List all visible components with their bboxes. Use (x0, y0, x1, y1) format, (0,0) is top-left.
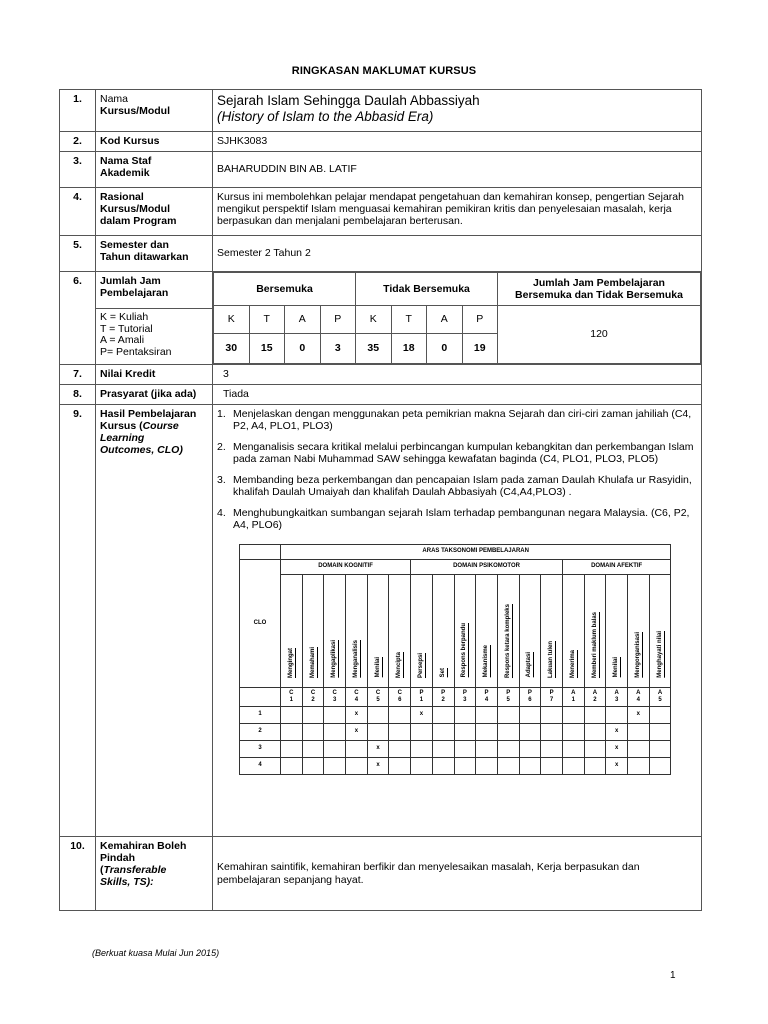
label-line: Akademik (100, 167, 150, 180)
taxonomy-mark (562, 723, 584, 740)
taxonomy-code-number: 6 (528, 696, 532, 703)
taxonomy-mark (606, 706, 628, 723)
taxonomy-mark (302, 740, 324, 757)
taxonomy-code-number: 3 (614, 696, 619, 703)
taxonomy-mark (497, 757, 519, 774)
taxonomy-code (411, 687, 433, 706)
taxonomy-code-letter: P (549, 689, 554, 696)
taxonomy-code-letter: C (397, 689, 402, 696)
taxonomy-code-number: 2 (311, 696, 315, 703)
taxonomy-level (519, 574, 541, 687)
taxonomy-mark (584, 723, 606, 740)
total-header-line: Bersemuka dan Tidak Bersemuka (515, 289, 683, 301)
hours-value: 30 (214, 334, 250, 364)
taxonomy-level (628, 574, 650, 687)
label-line: Kemahiran Boleh (100, 840, 187, 852)
taxonomy-clo-row (240, 723, 671, 740)
taxonomy-mark (649, 740, 671, 757)
row-label (96, 236, 213, 272)
taxonomy-mark: x (606, 723, 628, 740)
taxonomy-mark (476, 757, 498, 774)
row-label: Kod Kursus (96, 132, 213, 152)
taxonomy-code-letter: P (462, 689, 467, 696)
taxonomy-mark (649, 723, 671, 740)
outcome-item: 1. Menjelaskan dengan menggunakan peta pemikrian makna Sejarah dan ciri-ciri zaman jahiliah (C4, P2, A4, PLO1, PLO3) (217, 408, 692, 433)
taxonomy-code-number: 3 (333, 696, 337, 703)
taxonomy-mark (519, 757, 541, 774)
label-line: Jumlah Jam (100, 275, 161, 287)
hours-value: 0 (285, 334, 321, 364)
taxonomy-mark (389, 706, 411, 723)
label-line: Tahun ditawarkan (100, 251, 189, 264)
taxonomy-corner (240, 544, 281, 559)
taxonomy-mark (324, 723, 346, 740)
rationale-text: Kursus ini membolehkan pelajar mendapat pengetahuan dan kemahiran konsep, pengertian Sejarah mengikut perspektif Islam menguasai kemahiran pemikiran kritis dan penyelesaian masalah, kerja berpasukan dan menjalani pembelajaran berterusan. (213, 188, 702, 236)
legend-item: A = Amali (100, 334, 145, 347)
label-line: Nama Staf (100, 155, 152, 167)
taxonomy-code-letter: A (592, 689, 598, 696)
bersemuka-header: Bersemuka (214, 273, 356, 306)
taxonomy-level-row (240, 574, 671, 687)
taxonomy-code (324, 687, 346, 706)
taxonomy-mark (476, 706, 498, 723)
taxonomy-mark (541, 706, 563, 723)
taxonomy-mark (454, 706, 476, 723)
taxonomy-mark (281, 740, 303, 757)
taxonomy-mark (649, 757, 671, 774)
taxonomy-level (497, 574, 519, 687)
taxonomy-code (389, 687, 411, 706)
row-course-name (60, 90, 702, 132)
taxonomy-mark (649, 706, 671, 723)
taxonomy-mark (389, 723, 411, 740)
taxonomy-level-label: Set (439, 668, 446, 678)
taxonomy-title: ARAS TAKSONOMI PEMBELAJARAN (281, 544, 671, 559)
row-number: 5. (60, 236, 96, 272)
taxonomy-level (389, 574, 411, 687)
label-line: Course (142, 420, 179, 433)
label-line: Pembelajaran (100, 287, 169, 300)
domain-header: DOMAIN PSIKOMOTOR (411, 559, 563, 574)
staff-name: BAHARUDDIN BIN AB. LATIF (213, 152, 702, 188)
taxonomy-mark (584, 757, 606, 774)
row-number: 10. (60, 837, 96, 911)
taxonomy-code-row (240, 687, 671, 706)
taxonomy-level-label: Mencipta (396, 651, 403, 678)
prerequisite-value: Tiada (213, 385, 702, 405)
taxonomy-level (562, 574, 584, 687)
hours-col-label: A (427, 306, 463, 334)
label-line: Nama (100, 93, 129, 105)
taxonomy-mark (367, 706, 389, 723)
row-label: Nilai Kredit (96, 365, 213, 385)
taxonomy-mark (562, 706, 584, 723)
taxonomy-mark (584, 740, 606, 757)
taxonomy-mark: x (367, 740, 389, 757)
row-label (96, 152, 213, 188)
taxonomy-level (411, 574, 433, 687)
hours-col-label: A (285, 306, 321, 334)
credit-value: 3 (213, 365, 702, 385)
taxonomy-mark (454, 723, 476, 740)
taxonomy-code-letter: P (484, 689, 489, 696)
hours-col-label: K (214, 306, 250, 334)
hours-legend (96, 309, 212, 361)
taxonomy-code-letter: A (614, 689, 619, 696)
taxonomy-level-label: Menilai (613, 657, 620, 678)
taxonomy-code-letter: C (354, 689, 359, 696)
legend-item: T = Tutorial (100, 322, 153, 335)
course-title-ms: Sejarah Islam Sehingga Daulah Abbassiyah (217, 93, 480, 108)
hours-table (213, 272, 701, 364)
taxonomy-code-letter: P (419, 689, 424, 696)
taxonomy-code-letter: C (310, 689, 316, 696)
label-line: Hasil Pembelajaran (100, 408, 197, 420)
taxonomy-mark (628, 740, 650, 757)
taxonomy-level (324, 574, 346, 687)
taxonomy-level-label: Mengingat (287, 647, 294, 678)
row-number: 1. (60, 90, 96, 132)
page-title: RINGKASAN MAKLUMAT KURSUS (291, 65, 477, 77)
taxonomy-mark (584, 706, 606, 723)
taxonomy-clo-row (240, 757, 671, 774)
row-value (213, 90, 702, 132)
taxonomy-code (628, 687, 650, 706)
taxonomy-mark (454, 757, 476, 774)
taxonomy-table (239, 544, 671, 775)
taxonomy-code (584, 687, 606, 706)
transferable-skills-text: Kemahiran saintifik, kemahiran berfikir dan menyelesaikan masalah, Kerja berpasukan dan pembelajaran sepanjang hayat. (213, 837, 702, 911)
row-prerequisite (60, 385, 702, 405)
taxonomy-mark (562, 757, 584, 774)
course-code: SJHK3083 (213, 132, 702, 152)
row-label (96, 405, 213, 837)
taxonomy-mark (346, 740, 368, 757)
taxonomy-level-label: Lakuan tulen (548, 640, 555, 678)
clo-number: 1 (240, 706, 281, 723)
label-line: Learning (100, 432, 145, 445)
taxonomy-level-label: Menilai (374, 657, 381, 678)
row-credit (60, 365, 702, 385)
row-number: 3. (60, 152, 96, 188)
taxonomy-mark: x (346, 706, 368, 723)
taxonomy-code-number: 5 (658, 696, 662, 703)
taxonomy-mark (389, 757, 411, 774)
hours-col-label: P (320, 306, 356, 334)
label-line: Pindah (100, 852, 136, 865)
taxonomy-mark (519, 740, 541, 757)
taxonomy-code-number: 7 (549, 696, 554, 703)
taxonomy-level (346, 574, 368, 687)
taxonomy-code (562, 687, 584, 706)
row-number: 7. (60, 365, 96, 385)
taxonomy-code-letter: C (332, 689, 337, 696)
taxonomy-code-number: 4 (354, 696, 359, 703)
taxonomy-level (584, 574, 606, 687)
taxonomy-mark (411, 757, 433, 774)
taxonomy-code-blank (240, 687, 281, 706)
row-number: 4. (60, 188, 96, 236)
taxonomy-code-number: 2 (593, 696, 597, 703)
taxonomy-level (476, 574, 498, 687)
taxonomy-code-letter: C (289, 689, 294, 696)
total-hours-value: 120 (498, 306, 701, 364)
taxonomy-mark (541, 757, 563, 774)
taxonomy-code-number: 2 (441, 696, 445, 703)
taxonomy-code (476, 687, 498, 706)
hours-col-label: P (462, 306, 498, 334)
hours-col-label: K (356, 306, 392, 334)
row-learning-outcomes (60, 405, 702, 837)
taxonomy-mark (432, 706, 454, 723)
taxonomy-level (367, 574, 389, 687)
taxonomy-mark (324, 740, 346, 757)
taxonomy-code-number: 6 (398, 696, 402, 703)
row-rationale (60, 188, 702, 236)
label-line: Kursus/Modul (100, 203, 170, 216)
taxonomy-level-label: Memberi maklum balas (591, 611, 598, 678)
label-line: dalam Program (100, 215, 177, 228)
row-number: 6. (60, 272, 96, 365)
taxonomy-code-number: 5 (506, 696, 510, 703)
taxonomy-mark: x (606, 740, 628, 757)
hours-value: 3 (320, 334, 356, 364)
taxonomy-code (497, 687, 519, 706)
taxonomy-code-number: 1 (571, 696, 575, 703)
taxonomy-mark: x (628, 706, 650, 723)
taxonomy-mark (432, 757, 454, 774)
taxonomy-code-letter: P (527, 689, 532, 696)
taxonomy-mark (281, 723, 303, 740)
taxonomy-clo-row (240, 740, 671, 757)
taxonomy-code (432, 687, 454, 706)
row-label (96, 90, 213, 132)
taxonomy-code-letter: A (657, 689, 663, 696)
taxonomy-mark: x (606, 757, 628, 774)
taxonomy-level (302, 574, 324, 687)
outcomes-cell (213, 405, 702, 837)
taxonomy-code (519, 687, 541, 706)
taxonomy-level (606, 574, 628, 687)
taxonomy-mark (476, 740, 498, 757)
taxonomy-mark (628, 757, 650, 774)
label-line: Kursus/Modul (100, 105, 170, 118)
row-label: Prasyarat (jika ada) (96, 385, 213, 405)
taxonomy-mark (519, 706, 541, 723)
page-number: 1 (670, 970, 676, 981)
taxonomy-mark (497, 706, 519, 723)
taxonomy-code-letter: A (571, 689, 576, 696)
taxonomy-mark (346, 757, 368, 774)
taxonomy-mark (541, 723, 563, 740)
clo-header: CLO (240, 559, 281, 687)
legend-item: K = Kuliah (100, 311, 149, 323)
course-info-table (59, 89, 702, 911)
outcomes-list (217, 408, 697, 532)
taxonomy-level-label: Mengorganisasi (634, 631, 641, 678)
taxonomy-mark (281, 757, 303, 774)
taxonomy-level-label: Memahami (309, 646, 316, 678)
hours-value: 0 (427, 334, 463, 364)
label-line: Rasional (100, 191, 144, 203)
semester-value: Semester 2 Tahun 2 (213, 236, 702, 272)
taxonomy-code (606, 687, 628, 706)
row-number: 9. (60, 405, 96, 837)
taxonomy-mark (302, 723, 324, 740)
taxonomy-code (302, 687, 324, 706)
taxonomy-mark (389, 740, 411, 757)
taxonomy-mark (541, 740, 563, 757)
taxonomy-mark (628, 723, 650, 740)
taxonomy-level-label: Respons ketara kompleks (504, 603, 511, 678)
taxonomy-mark (281, 706, 303, 723)
taxonomy-code-number: 5 (376, 696, 380, 703)
tidak-bersemuka-header: Tidak Bersemuka (356, 273, 498, 306)
taxonomy-code (454, 687, 476, 706)
total-header-line: Jumlah Jam Pembelajaran (533, 276, 665, 289)
taxonomy-level-label: Menganalisis (352, 639, 359, 678)
label-line: Skills, TS): (100, 876, 154, 889)
taxonomy-code-letter: P (506, 689, 511, 696)
taxonomy-mark (302, 757, 324, 774)
taxonomy-mark (432, 723, 454, 740)
taxonomy-mark: x (411, 706, 433, 723)
taxonomy-mark (497, 723, 519, 740)
hours-col-label: T (391, 306, 427, 334)
taxonomy-mark (367, 723, 389, 740)
outcome-item: 2. Menganalisis secara kritikal melalui perbincangan kumpulan kebangkitan dan perkembangan Islam pada zaman Nabi Muhammad SAW sehingga kewafatan baginda (C4, PLO1, PLO3, PLO5) (217, 441, 694, 466)
footer-note: (Berkuat kuasa Mulai Jun 2015) (92, 948, 220, 958)
taxonomy-level-label: Menerima (569, 649, 576, 678)
taxonomy-mark: x (367, 757, 389, 774)
taxonomy-level (281, 574, 303, 687)
taxonomy-title-row (240, 544, 671, 559)
taxonomy-code-number: 4 (484, 696, 489, 703)
row-label (96, 272, 213, 365)
hours-value: 15 (249, 334, 285, 364)
taxonomy-mark (411, 723, 433, 740)
row-label (96, 837, 213, 911)
taxonomy-level-label: Respons berpandu (461, 623, 468, 678)
taxonomy-clo-row (240, 706, 671, 723)
row-number: 8. (60, 385, 96, 405)
taxonomy-code-number: 1 (289, 696, 294, 703)
hours-value: 19 (462, 334, 498, 364)
taxonomy-level (432, 574, 454, 687)
taxonomy-code-number: 4 (636, 696, 641, 703)
label-line: Kursus ( (100, 420, 143, 433)
taxonomy-code (281, 687, 303, 706)
taxonomy-mark (411, 740, 433, 757)
hours-col-label: T (249, 306, 285, 334)
row-semester (60, 236, 702, 272)
domain-header: DOMAIN KOGNITIF (281, 559, 411, 574)
label-line: Outcomes, CLO) (100, 444, 183, 457)
hours-table-cell (213, 272, 702, 365)
clo-number: 2 (240, 723, 281, 740)
taxonomy-code-letter: C (375, 689, 381, 696)
taxonomy-code (649, 687, 671, 706)
taxonomy-mark (476, 723, 498, 740)
taxonomy-mark (324, 706, 346, 723)
total-hours-header (498, 273, 701, 306)
taxonomy-level-label: Mekanisme (483, 645, 490, 678)
clo-number: 4 (240, 757, 281, 774)
label-line: Semester dan (100, 239, 169, 251)
taxonomy-code-number: 3 (463, 696, 467, 703)
clo-number: 3 (240, 740, 281, 757)
taxonomy-level-label: Adaptasi (526, 652, 533, 678)
legend-item: P= Pentaksiran (100, 345, 172, 358)
label-line: ( (100, 864, 104, 877)
row-staff (60, 152, 702, 188)
taxonomy-code (367, 687, 389, 706)
taxonomy-code (346, 687, 368, 706)
outcome-item: 4. Menghubungkaitkan sumbangan sejarah Islam terhadap pembangunan negara Malaysia. (C6, P2, A4, PLO6) (217, 507, 690, 532)
row-course-code (60, 132, 702, 152)
taxonomy-mark (519, 723, 541, 740)
taxonomy-code-number: 1 (419, 696, 424, 703)
taxonomy-code-letter: P (441, 689, 446, 696)
taxonomy-mark (324, 757, 346, 774)
outcome-item: 3. Membanding beza perkembangan dan pencapaian Islam pada zaman Daulah Khulafa ur Rasyidin, khalifah Daulah Umaiyah dan khalifah Daulah Abbasiyah (C4,A4,PLO3) . (217, 474, 692, 499)
hours-value: 35 (356, 334, 392, 364)
taxonomy-mark: x (346, 723, 368, 740)
taxonomy-mark (454, 740, 476, 757)
taxonomy-mark (302, 706, 324, 723)
taxonomy-code (541, 687, 563, 706)
taxonomy-domain-row (240, 559, 671, 574)
taxonomy-mark (562, 740, 584, 757)
taxonomy-level (454, 574, 476, 687)
label-line: Transferable (103, 864, 167, 877)
hours-value: 18 (391, 334, 427, 364)
taxonomy-mark (497, 740, 519, 757)
taxonomy-level (541, 574, 563, 687)
course-title-en: (History of Islam to the Abbasid Era) (217, 108, 434, 124)
taxonomy-level-label: Menghayati nilai (656, 630, 663, 678)
row-label (96, 188, 213, 236)
row-learning-hours (60, 272, 702, 365)
taxonomy-mark (432, 740, 454, 757)
taxonomy-level (649, 574, 671, 687)
domain-header: DOMAIN AFEKTIF (562, 559, 670, 574)
taxonomy-code-letter: A (636, 689, 641, 696)
row-number: 2. (60, 132, 96, 152)
taxonomy-level-label: Persepsi (418, 652, 425, 678)
row-transferable-skills (60, 837, 702, 911)
taxonomy-level-label: Mengaplikasi (331, 639, 338, 678)
